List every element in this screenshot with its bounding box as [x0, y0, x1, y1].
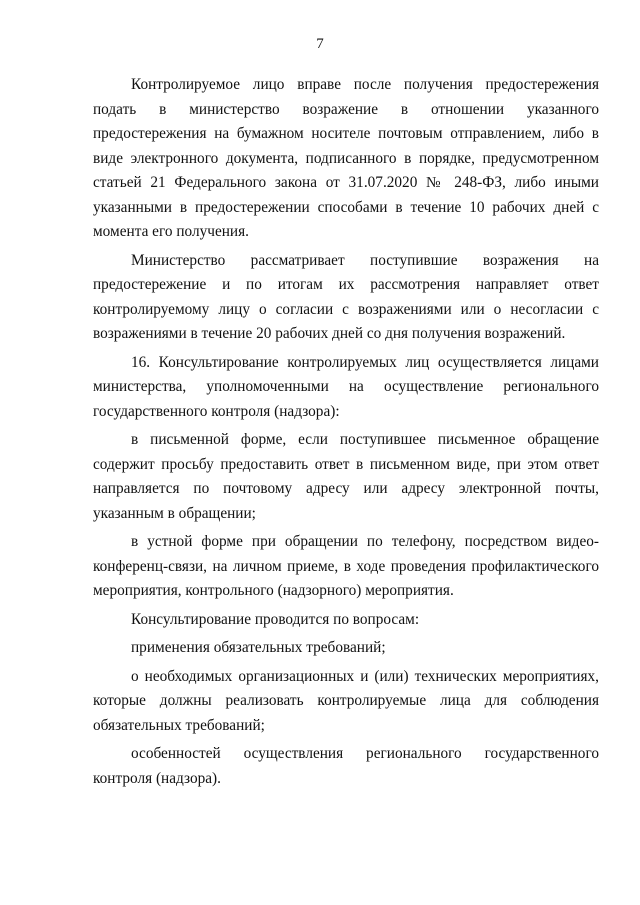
paragraph-topic-specifics: особенностей осуществления регионального государственного контроля (надзора). [93, 745, 599, 787]
paragraph-written-form: в письменной форме, если поступившее письменное обращение содержит просьбу предоставить ответ в письменном виде, при этом ответ направляется по почтовому адресу или адресу электронной почты, указанным в обращении; [93, 431, 599, 522]
paragraph-objection-right: Контролируемое лицо вправе после получения предостережения подать в министерство возражение в отношении указанного предостережения на бумажном носителе почтовым отправлением, либо в виде электронного документа, подписанного в порядке, предусмотренном статьей 21 Федерального закона от 31.07.2020 № 248-ФЗ, либо иными указанными в предостережении способами в течение 10 рабочих дней с момента его получения. [93, 76, 599, 240]
paragraph-consultation-topics: Консультирование проводится по вопросам: [131, 610, 420, 628]
paragraph-topic-requirements: применения обязательных требований; [131, 639, 386, 656]
paragraph-oral-form: в устной форме при обращении по телефону, посредством видео-конференц-связи, на личном приеме, в ходе проведения профилактического мероприятия, контрольного (надзорного) мероприятия. [93, 533, 599, 599]
paragraph-consultation-16: 16. Консультирование контролируемых лиц осуществляется лицами министерства, уполномоченными на осуществление регионального государственного контроля (надзора): [93, 353, 599, 420]
paragraph-topic-measures: о необходимых организационных и (или) технических мероприятиях, которые должны реализовать контролируемые лица для соблюдения обязательных требований; [93, 667, 599, 734]
page-number: 7 [316, 36, 324, 52]
paragraph-ministry-review: Министерство рассматривает поступившие возражения на предостережение и по итогам их рассмотрения направляет ответ контролируемому лицу о согласии с возражениями или о несогласии с возражениями в течение 20 рабочих дней со дня получения возражений. [93, 251, 599, 342]
document-body [93, 73, 599, 791]
